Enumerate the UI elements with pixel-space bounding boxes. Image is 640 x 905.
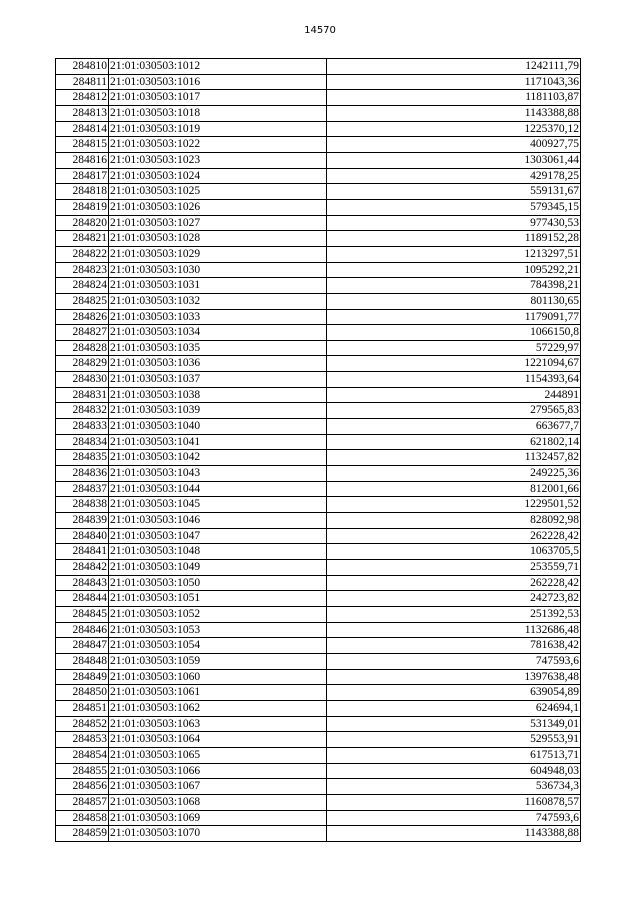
cadastral-value-cell: 279565,83: [327, 403, 581, 419]
row-number-cell: 284841: [56, 544, 109, 560]
cadastral-number-cell: 21:01:030503:1044: [109, 481, 327, 497]
cadastral-number-cell: 21:01:030503:1039: [109, 403, 327, 419]
row-number-cell: 284822: [56, 246, 109, 262]
cadastral-number-cell: 21:01:030503:1070: [109, 826, 327, 842]
table-row: [56, 606, 581, 622]
cadastral-value-cell: 1225370,12: [327, 121, 581, 137]
table-row: [56, 481, 581, 497]
cadastral-number-cell: 21:01:030503:1049: [109, 560, 327, 576]
cadastral-number-cell: 21:01:030503:1051: [109, 591, 327, 607]
row-number-cell: 284829: [56, 356, 109, 372]
row-number-cell: 284855: [56, 763, 109, 779]
cadastral-value-cell: 536734,3: [327, 779, 581, 795]
table-row: [56, 184, 581, 200]
row-number-cell: 284818: [56, 184, 109, 200]
cadastral-number-cell: 21:01:030503:1069: [109, 810, 327, 826]
cadastral-value-cell: 1160878,57: [327, 794, 581, 810]
cadastral-value-cell: 249225,36: [327, 466, 581, 482]
cadastral-number-cell: 21:01:030503:1064: [109, 732, 327, 748]
row-number-cell: 284832: [56, 403, 109, 419]
cadastral-number-cell: 21:01:030503:1048: [109, 544, 327, 560]
cadastral-number-cell: 21:01:030503:1027: [109, 215, 327, 231]
cadastral-value-cell: 1143388,88: [327, 826, 581, 842]
table-row: [56, 466, 581, 482]
table-row: [56, 716, 581, 732]
table-row: [56, 779, 581, 795]
cadastral-number-cell: 21:01:030503:1054: [109, 638, 327, 654]
row-number-cell: 284851: [56, 700, 109, 716]
cadastral-number-cell: 21:01:030503:1040: [109, 419, 327, 435]
row-number-cell: 284835: [56, 450, 109, 466]
cadastral-number-cell: 21:01:030503:1019: [109, 121, 327, 137]
cadastral-number-cell: 21:01:030503:1038: [109, 387, 327, 403]
table-row: [56, 747, 581, 763]
cadastral-number-cell: 21:01:030503:1017: [109, 90, 327, 106]
row-number-cell: 284824: [56, 278, 109, 294]
page-number: 14570: [304, 25, 336, 36]
row-number-cell: 284825: [56, 293, 109, 309]
cadastral-value-table: [55, 58, 581, 842]
table-row: [56, 653, 581, 669]
cadastral-value-cell: 244891: [327, 387, 581, 403]
cadastral-number-cell: 21:01:030503:1034: [109, 325, 327, 341]
cadastral-value-cell: 400927,75: [327, 137, 581, 153]
table-row: [56, 215, 581, 231]
row-number-cell: 284852: [56, 716, 109, 732]
cadastral-number-cell: 21:01:030503:1023: [109, 152, 327, 168]
cadastral-value-cell: 617513,71: [327, 747, 581, 763]
row-number-cell: 284826: [56, 309, 109, 325]
table-row: [56, 246, 581, 262]
row-number-cell: 284837: [56, 481, 109, 497]
table-row: [56, 669, 581, 685]
row-number-cell: 284844: [56, 591, 109, 607]
cadastral-value-cell: 812001,66: [327, 481, 581, 497]
cadastral-value-cell: 579345,15: [327, 199, 581, 215]
cadastral-value-cell: 1221094,67: [327, 356, 581, 372]
cadastral-value-cell: 1132686,48: [327, 622, 581, 638]
row-number-cell: 284819: [56, 199, 109, 215]
row-number-cell: 284814: [56, 121, 109, 137]
table-row: [56, 325, 581, 341]
cadastral-value-cell: 1143388,88: [327, 105, 581, 121]
cadastral-number-cell: 21:01:030503:1067: [109, 779, 327, 795]
table-row: [56, 137, 581, 153]
row-number-cell: 284853: [56, 732, 109, 748]
table-row: [56, 340, 581, 356]
cadastral-value-cell: 429178,25: [327, 168, 581, 184]
row-number-cell: 284812: [56, 90, 109, 106]
cadastral-number-cell: 21:01:030503:1052: [109, 606, 327, 622]
row-number-cell: 284843: [56, 575, 109, 591]
table-row: [56, 372, 581, 388]
row-number-cell: 284810: [56, 59, 109, 75]
cadastral-number-cell: 21:01:030503:1043: [109, 466, 327, 482]
cadastral-value-cell: 624694,1: [327, 700, 581, 716]
cadastral-value-cell: 1154393,64: [327, 372, 581, 388]
cadastral-number-cell: 21:01:030503:1059: [109, 653, 327, 669]
table-row: [56, 826, 581, 842]
row-number-cell: 284839: [56, 513, 109, 529]
cadastral-number-cell: 21:01:030503:1068: [109, 794, 327, 810]
row-number-cell: 284811: [56, 74, 109, 90]
table-row: [56, 591, 581, 607]
table-row: [56, 794, 581, 810]
table-row: [56, 544, 581, 560]
table-row: [56, 419, 581, 435]
cadastral-number-cell: 21:01:030503:1053: [109, 622, 327, 638]
cadastral-value-cell: 251392,53: [327, 606, 581, 622]
cadastral-number-cell: 21:01:030503:1022: [109, 137, 327, 153]
cadastral-number-cell: 21:01:030503:1041: [109, 434, 327, 450]
row-number-cell: 284854: [56, 747, 109, 763]
row-number-cell: 284833: [56, 419, 109, 435]
cadastral-value-cell: 781638,42: [327, 638, 581, 654]
row-number-cell: 284846: [56, 622, 109, 638]
table-row: [56, 152, 581, 168]
cadastral-number-cell: 21:01:030503:1016: [109, 74, 327, 90]
table-row: [56, 278, 581, 294]
cadastral-value-cell: 747593,6: [327, 810, 581, 826]
table-row: [56, 231, 581, 247]
table-row: [56, 262, 581, 278]
table-row: [56, 685, 581, 701]
row-number-cell: 284845: [56, 606, 109, 622]
cadastral-number-cell: 21:01:030503:1046: [109, 513, 327, 529]
cadastral-value-cell: 604948,03: [327, 763, 581, 779]
row-number-cell: 284856: [56, 779, 109, 795]
cadastral-number-cell: 21:01:030503:1045: [109, 497, 327, 513]
row-number-cell: 284847: [56, 638, 109, 654]
row-number-cell: 284828: [56, 340, 109, 356]
cadastral-number-cell: 21:01:030503:1036: [109, 356, 327, 372]
cadastral-value-cell: 828092,98: [327, 513, 581, 529]
cadastral-number-cell: 21:01:030503:1028: [109, 231, 327, 247]
cadastral-value-cell: 1132457,82: [327, 450, 581, 466]
row-number-cell: 284816: [56, 152, 109, 168]
cadastral-number-cell: 21:01:030503:1061: [109, 685, 327, 701]
cadastral-value-cell: 663677,7: [327, 419, 581, 435]
cadastral-value-cell: 1189152,28: [327, 231, 581, 247]
row-number-cell: 284838: [56, 497, 109, 513]
row-number-cell: 284831: [56, 387, 109, 403]
table-row: [56, 403, 581, 419]
row-number-cell: 284859: [56, 826, 109, 842]
row-number-cell: 284827: [56, 325, 109, 341]
row-number-cell: 284823: [56, 262, 109, 278]
table-body: [56, 59, 581, 842]
cadastral-value-cell: 621802,14: [327, 434, 581, 450]
cadastral-value-cell: 242723,82: [327, 591, 581, 607]
row-number-cell: 284840: [56, 528, 109, 544]
row-number-cell: 284857: [56, 794, 109, 810]
cadastral-value-cell: 262228,42: [327, 575, 581, 591]
cadastral-number-cell: 21:01:030503:1066: [109, 763, 327, 779]
cadastral-value-cell: 1303061,44: [327, 152, 581, 168]
cadastral-number-cell: 21:01:030503:1018: [109, 105, 327, 121]
table-row: [56, 356, 581, 372]
row-number-cell: 284850: [56, 685, 109, 701]
table-row: [56, 74, 581, 90]
table-row: [56, 293, 581, 309]
cadastral-number-cell: 21:01:030503:1047: [109, 528, 327, 544]
cadastral-number-cell: 21:01:030503:1030: [109, 262, 327, 278]
row-number-cell: 284836: [56, 466, 109, 482]
cadastral-number-cell: 21:01:030503:1012: [109, 59, 327, 75]
row-number-cell: 284834: [56, 434, 109, 450]
cadastral-number-cell: 21:01:030503:1065: [109, 747, 327, 763]
table-row: [56, 168, 581, 184]
cadastral-number-cell: 21:01:030503:1062: [109, 700, 327, 716]
cadastral-number-cell: 21:01:030503:1026: [109, 199, 327, 215]
cadastral-value-cell: 1181103,87: [327, 90, 581, 106]
cadastral-number-cell: 21:01:030503:1035: [109, 340, 327, 356]
cadastral-number-cell: 21:01:030503:1037: [109, 372, 327, 388]
row-number-cell: 284858: [56, 810, 109, 826]
table-row: [56, 121, 581, 137]
row-number-cell: 284842: [56, 560, 109, 576]
cadastral-value-cell: 1066150,8: [327, 325, 581, 341]
cadastral-value-cell: 529553,91: [327, 732, 581, 748]
table-row: [56, 700, 581, 716]
table-row: [56, 90, 581, 106]
table-row: [56, 309, 581, 325]
cadastral-value-cell: 1213297,51: [327, 246, 581, 262]
table-row: [56, 560, 581, 576]
row-number-cell: 284813: [56, 105, 109, 121]
cadastral-number-cell: 21:01:030503:1050: [109, 575, 327, 591]
cadastral-value-cell: 1179091,77: [327, 309, 581, 325]
cadastral-value-cell: 1171043,36: [327, 74, 581, 90]
table-row: [56, 199, 581, 215]
cadastral-value-cell: 801130,65: [327, 293, 581, 309]
cadastral-value-cell: 253559,71: [327, 560, 581, 576]
row-number-cell: 284817: [56, 168, 109, 184]
table-row: [56, 450, 581, 466]
table-row: [56, 105, 581, 121]
cadastral-number-cell: 21:01:030503:1042: [109, 450, 327, 466]
table-row: [56, 575, 581, 591]
table-row: [56, 59, 581, 75]
cadastral-value-cell: 1397638,48: [327, 669, 581, 685]
row-number-cell: 284815: [56, 137, 109, 153]
cadastral-number-cell: 21:01:030503:1029: [109, 246, 327, 262]
cadastral-value-cell: 784398,21: [327, 278, 581, 294]
cadastral-number-cell: 21:01:030503:1032: [109, 293, 327, 309]
table-row: [56, 763, 581, 779]
cadastral-number-cell: 21:01:030503:1063: [109, 716, 327, 732]
cadastral-value-cell: 639054,89: [327, 685, 581, 701]
cadastral-value-cell: 1063705,5: [327, 544, 581, 560]
cadastral-value-cell: 531349,01: [327, 716, 581, 732]
table-row: [56, 528, 581, 544]
cadastral-value-cell: 977430,53: [327, 215, 581, 231]
row-number-cell: 284820: [56, 215, 109, 231]
row-number-cell: 284821: [56, 231, 109, 247]
table-row: [56, 434, 581, 450]
cadastral-value-cell: 559131,67: [327, 184, 581, 200]
row-number-cell: 284849: [56, 669, 109, 685]
table-row: [56, 513, 581, 529]
cadastral-number-cell: 21:01:030503:1031: [109, 278, 327, 294]
table-row: [56, 732, 581, 748]
cadastral-value-cell: 747593,6: [327, 653, 581, 669]
table-row: [56, 387, 581, 403]
table-row: [56, 622, 581, 638]
cadastral-number-cell: 21:01:030503:1060: [109, 669, 327, 685]
table-row: [56, 497, 581, 513]
cadastral-value-cell: 1229501,52: [327, 497, 581, 513]
cadastral-number-cell: 21:01:030503:1024: [109, 168, 327, 184]
table-row: [56, 638, 581, 654]
row-number-cell: 284830: [56, 372, 109, 388]
cadastral-value-cell: 262228,42: [327, 528, 581, 544]
cadastral-number-cell: 21:01:030503:1033: [109, 309, 327, 325]
table-row: [56, 810, 581, 826]
cadastral-value-cell: 57229,97: [327, 340, 581, 356]
cadastral-value-cell: 1242111,79: [327, 59, 581, 75]
cadastral-value-cell: 1095292,21: [327, 262, 581, 278]
row-number-cell: 284848: [56, 653, 109, 669]
cadastral-number-cell: 21:01:030503:1025: [109, 184, 327, 200]
